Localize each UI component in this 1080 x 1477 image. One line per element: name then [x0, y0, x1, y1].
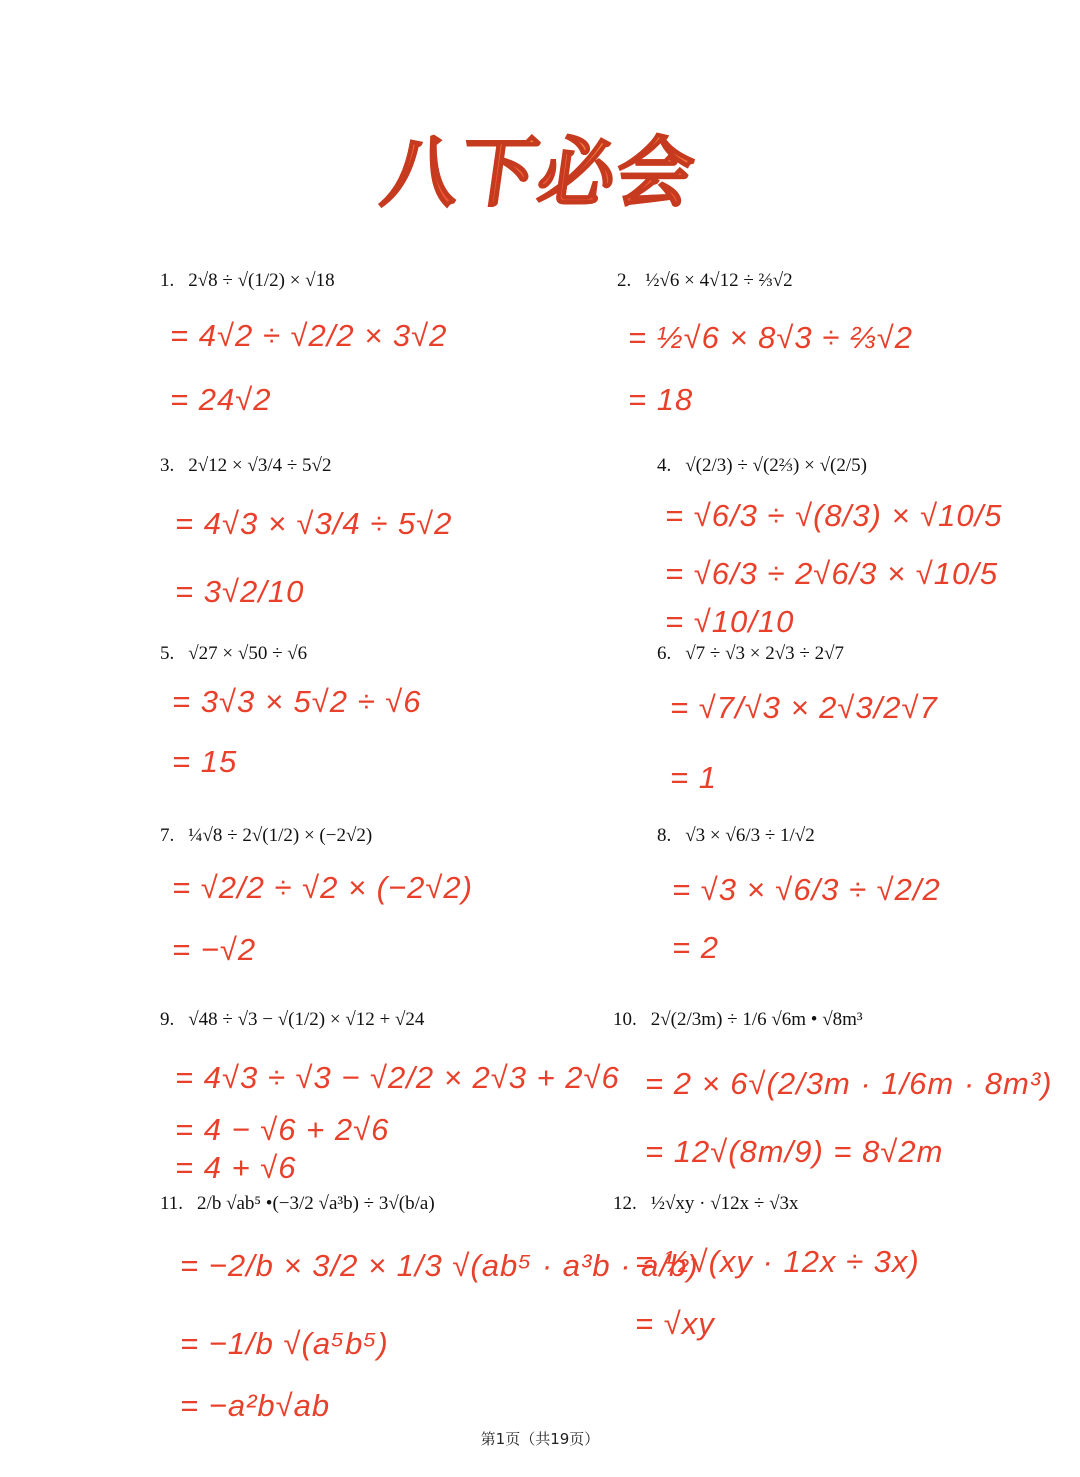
- handwritten-step: = 2: [672, 930, 719, 965]
- handwritten-step: = √xy: [635, 1306, 715, 1341]
- handwritten-step: = √6/3 ÷ 2√6/3 × √10/5: [665, 556, 999, 591]
- handwritten-step: = √7/√3 × 2√3/2√7: [670, 690, 938, 725]
- handwritten-step: = 24√2: [170, 382, 272, 417]
- problem-12-question: [613, 1193, 799, 1215]
- problem-8-question: [657, 825, 815, 847]
- page-footer: 第1页（共19页）: [480, 1430, 600, 1448]
- problem-expression: √(2/3) ÷ √(2⅔) × √(2/5): [685, 455, 867, 476]
- problem-6-question: [657, 643, 844, 665]
- handwritten-step: = 4 − √6 + 2√6: [175, 1112, 390, 1147]
- handwritten-step: = √6/3 ÷ √(8/3) × √10/5: [665, 498, 1003, 533]
- handwritten-step: = 1: [670, 760, 717, 795]
- problem-number: 7.: [160, 825, 175, 846]
- handwritten-step: = √2/2 ÷ √2 × (−2√2): [172, 870, 473, 905]
- handwritten-step: = 15: [172, 744, 238, 779]
- problem-number: 5.: [160, 643, 175, 664]
- problem-9-question: [160, 1009, 424, 1031]
- problem-number: 2.: [617, 270, 632, 291]
- handwritten-step: = ½√6 × 8√3 ÷ ⅔√2: [628, 320, 913, 355]
- problem-number: 12.: [613, 1193, 637, 1214]
- handwritten-step: = 3√2/10: [175, 574, 305, 609]
- problem-11-question: [160, 1193, 435, 1215]
- handwritten-step: = 18: [628, 382, 694, 417]
- problem-2-question: [617, 270, 793, 292]
- problem-expression: √3 × √6/3 ÷ 1/√2: [685, 825, 815, 846]
- problem-expression: ½√6 × 4√12 ÷ ⅔√2: [645, 270, 793, 291]
- handwritten-step: = 3√3 × 5√2 ÷ √6: [172, 684, 422, 719]
- handwritten-step: = −1/b √(a⁵b⁵): [180, 1326, 389, 1361]
- problem-expression: 2√(2/3m) ÷ 1/6 √6m • √8m³: [650, 1009, 863, 1030]
- problem-number: 10.: [613, 1009, 637, 1030]
- handwritten-step: = 12√(8m/9) = 8√2m: [645, 1134, 944, 1169]
- handwritten-step: = 4√3 × √3/4 ÷ 5√2: [175, 506, 453, 541]
- problem-5-question: [160, 643, 307, 665]
- handwritten-step: = 4√3 ÷ √3 − √2/2 × 2√3 + 2√6: [175, 1060, 620, 1095]
- handwritten-step: = −2/b × 3/2 × 1/3 √(ab⁵ · a³b · a/b): [180, 1248, 699, 1283]
- handwritten-step: = 4√2 ÷ √2/2 × 3√2: [170, 318, 448, 353]
- handwritten-step: = 4 + √6: [175, 1150, 297, 1185]
- problem-4-question: [657, 455, 867, 477]
- problem-expression: 2√8 ÷ √(1/2) × √18: [188, 270, 335, 291]
- problem-10-question: [613, 1009, 863, 1031]
- problem-number: 1.: [160, 270, 175, 291]
- handwritten-step: = −√2: [172, 932, 257, 967]
- handwritten-step: = 2 × 6√(2/3m · 1/6m · 8m³): [645, 1066, 1053, 1101]
- problem-number: 11.: [160, 1193, 184, 1214]
- problem-number: 6.: [657, 643, 672, 664]
- problem-7-question: [160, 825, 372, 847]
- problem-expression: √7 ÷ √3 × 2√3 ÷ 2√7: [685, 643, 845, 664]
- problem-number: 9.: [160, 1009, 175, 1030]
- page-title: 八下必会: [0, 112, 1080, 221]
- problem-expression: √48 ÷ √3 − √(1/2) × √12 + √24: [188, 1009, 425, 1030]
- handwritten-step: = ½√(xy · 12x ÷ 3x): [635, 1244, 920, 1279]
- problem-number: 8.: [657, 825, 672, 846]
- handwritten-step: = √10/10: [665, 604, 795, 639]
- problem-1-question: [160, 270, 335, 292]
- problem-expression: 2√12 × √3/4 ÷ 5√2: [188, 455, 332, 476]
- problem-number: 4.: [657, 455, 672, 476]
- problem-3-question: [160, 455, 331, 477]
- problem-number: 3.: [160, 455, 175, 476]
- handwritten-step: = √3 × √6/3 ÷ √2/2: [672, 872, 941, 907]
- problem-expression: ½√xy · √12x ÷ √3x: [650, 1193, 799, 1214]
- problem-expression: √27 × √50 ÷ √6: [188, 643, 308, 664]
- handwritten-step: = −a²b√ab: [180, 1388, 331, 1423]
- problem-expression: 2/b √ab⁵ •(−3/2 √a³b) ÷ 3√(b/a): [197, 1193, 435, 1214]
- problem-expression: ¼√8 ÷ 2√(1/2) × (−2√2): [188, 825, 373, 846]
